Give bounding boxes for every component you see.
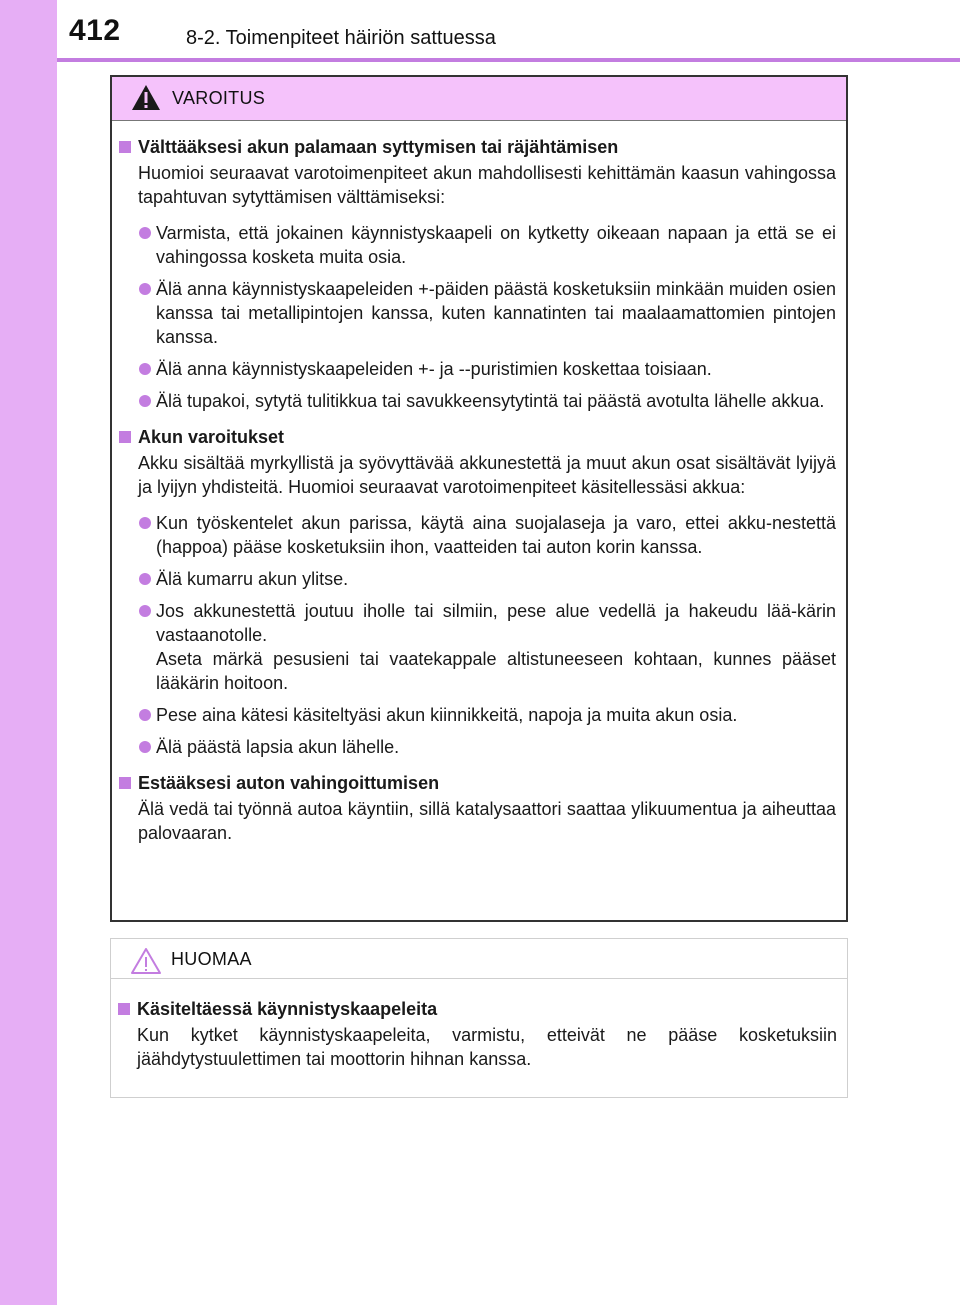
bullet-dot-icon xyxy=(139,605,151,617)
bullet-dot-icon xyxy=(139,283,151,295)
warning-section-ignition xyxy=(112,135,836,413)
notice-triangle-icon xyxy=(130,947,162,980)
side-tab-bar xyxy=(0,0,57,1305)
section-intro: Älä vedä tai työnnä autoa käyntiin, sillä katalysaattori saattaa ylikuumentua ja aiheuttaa palovaaran. xyxy=(138,799,836,843)
section-title: Käsiteltäessä käynnistyskaapeleita xyxy=(111,997,837,1021)
notice-box xyxy=(110,938,848,1098)
header-divider xyxy=(57,58,960,62)
bullet-dot-icon xyxy=(139,709,151,721)
warning-box xyxy=(110,75,848,922)
list-item: Älä anna käynnistyskaapeleiden +-päiden päästä kosketuksiin minkään muiden osien kanssa tai metallipintojen kanssa, kuten kannatinten tai maalaamattomien pintojen kanssa. xyxy=(138,277,836,349)
list-item-continuation: Aseta märkä pesusieni tai vaatekappale altistuneeseen kohtaan, kunnes pääset lääkärin hoitoon. xyxy=(156,649,836,693)
warning-label: VAROITUS xyxy=(172,88,266,108)
warning-header xyxy=(112,77,846,121)
list-item: Älä kumarru akun ylitse. xyxy=(138,567,836,591)
page-number: 412 xyxy=(69,14,121,47)
list-item: Älä päästä lapsia akun lähelle. xyxy=(138,735,836,759)
list-item: Pese aina kätesi käsiteltyäsi akun kiinnikkeitä, napoja ja muita akun osia. xyxy=(138,703,836,727)
warning-triangle-icon xyxy=(131,84,161,116)
list-item: Varmista, että jokainen käynnistyskaapeli on kytketty oikeaan napaan ja että se ei vahingossa kosketa muita osia. xyxy=(138,221,836,269)
square-bullet-icon xyxy=(119,777,131,789)
notice-header xyxy=(111,939,847,979)
section-title: Estääksesi auton vahingoittumisen xyxy=(112,771,836,795)
list-item: Jos akkunestettä joutuu iholle tai silmiin, pese alue vedellä ja hakeudu lää-kärin vastaanotolle. Aseta märkä pesusieni tai vaatekappale altistuneeseen kohtaan, kunnes pääset lääkärin hoitoon. xyxy=(138,599,836,695)
warning-body xyxy=(112,121,846,845)
bullet-dot-icon xyxy=(139,363,151,375)
list-item: Älä tupakoi, sytytä tulitikkua tai savukkeensytytintä tai päästä avotulta lähelle akkua. xyxy=(138,389,836,413)
notice-body xyxy=(111,979,847,1071)
notice-label: HUOMAA xyxy=(171,949,252,969)
square-bullet-icon xyxy=(119,141,131,153)
section-intro: Akku sisältää myrkyllistä ja syövyttävää akkunestettä ja muut akun osat sisältävät lyijyä ja lyijyn yhdisteitä. Huomioi seuraavat varotoimenpiteet käsitellessäsi akkua: xyxy=(138,453,836,497)
chapter-title: 8-2. Toimenpiteet häiriön sattuessa xyxy=(186,27,496,49)
bullet-dot-icon xyxy=(139,517,151,529)
notice-section-cables xyxy=(111,997,837,1071)
section-title: Akun varoitukset xyxy=(112,425,836,449)
list-item: Älä anna käynnistyskaapeleiden +- ja --puristimien koskettaa toisiaan. xyxy=(138,357,836,381)
section-title: Välttääksesi akun palamaan syttymisen tai räjähtämisen xyxy=(112,135,836,159)
section-intro: Huomioi seuraavat varotoimenpiteet akun mahdollisesti kehittämän kaasun vahingossa tapahtuvan sytyttämisen välttämiseksi: xyxy=(138,163,836,207)
bullet-dot-icon xyxy=(139,395,151,407)
square-bullet-icon xyxy=(118,1003,130,1015)
bullet-dot-icon xyxy=(139,741,151,753)
bullet-dot-icon xyxy=(139,573,151,585)
warning-section-vehicle xyxy=(112,771,836,845)
section-intro: Kun kytket käynnistyskaapeleita, varmistu, etteivät ne pääse kosketuksiin jäähdytystuulettimen tai moottorin hihnan kanssa. xyxy=(137,1025,837,1069)
list-item: Kun työskentelet akun parissa, käytä aina suojalaseja ja varo, ettei akku-nestettä (happoa) pääse kosketuksiin ihon, vaatteiden tai auton korin kanssa. xyxy=(138,511,836,559)
warning-section-battery xyxy=(112,425,836,759)
square-bullet-icon xyxy=(119,431,131,443)
bullet-dot-icon xyxy=(139,227,151,239)
